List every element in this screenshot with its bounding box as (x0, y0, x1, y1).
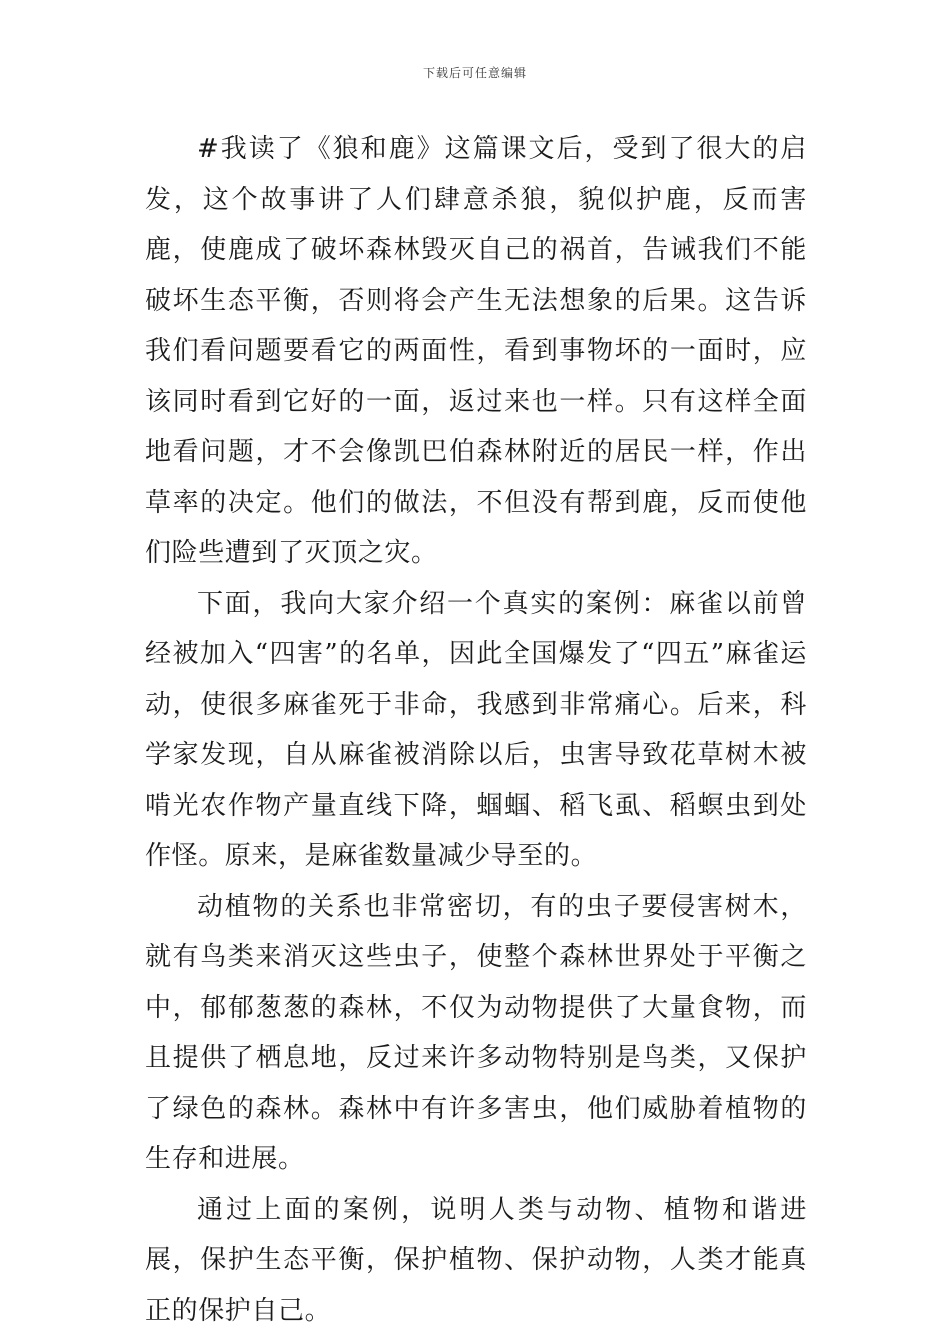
page-header-note: 下载后可任意编辑 (422, 66, 527, 80)
document-body (145, 124, 807, 1336)
paragraph-2: 下面，我向大家介绍一个真实的案例：麻雀以前曾经被加入“四害”的名单，因此全国爆发了“四五”麻雀运动，使很多麻雀死于非命，我感到非常痛心。后来，科学家发现，自从麻雀被消除以后，虫害导致花草树木被啃光农作物产量直线下降，蝈蝈、稻飞虱、稻螟虫到处作怪。原来，是麻雀数量减少导至的。 (145, 588, 807, 871)
paragraph-4: 通过上面的案例，说明人类与动物、植物和谐进展，保护生态平衡，保护植物、保护动物，人类才能真正的保护自己。 (145, 1194, 807, 1326)
paragraph-1: #我读了《狼和鹿》这篇课文后，受到了很大的启发，这个故事讲了人们肆意杀狼，貌似护鹿，反而害鹿，使鹿成了破坏森林毁灭自己的祸首，告诫我们不能破坏生态平衡，否则将会产生无法想象的后果。这告诉我们看问题要看它的两面性，看到事物坏的一面时，应该同时看到它好的一面，返过来也一样。只有这样全面地看问题，才不会像凯巴伯森林附近的居民一样，作出草率的决定。他们的做法，不但没有帮到鹿，反而使他们险些遭到了灭顶之灾。 (145, 134, 807, 568)
paragraph-3: 动植物的关系也非常密切，有的虫子要侵害树木，就有鸟类来消灭这些虫子，使整个森林世界处于平衡之中，郁郁葱葱的森林，不仅为动物提供了大量食物，而且提供了栖息地，反过来许多动物特别是鸟类，又保护了绿色的森林。森林中有许多害虫，他们威胁着植物的生存和进展。 (145, 891, 807, 1174)
